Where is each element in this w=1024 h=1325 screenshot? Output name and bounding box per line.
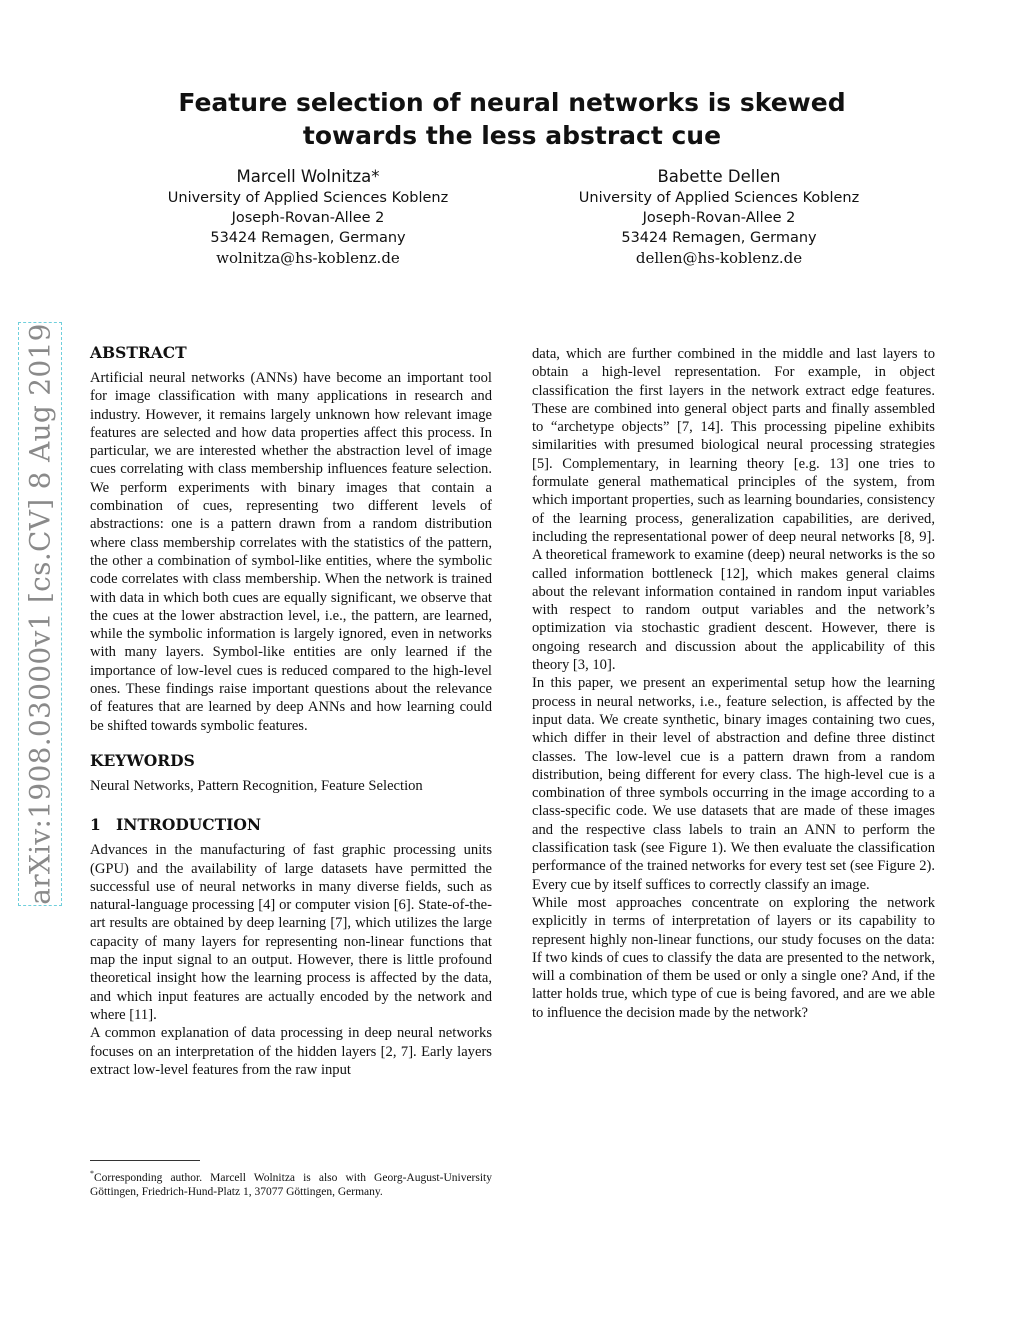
footnote: [90, 1167, 492, 1199]
title-line-2: towards the less abstract cue: [302, 121, 722, 150]
paper-title: [120, 86, 904, 152]
author-email: wolnitza@hs-koblenz.de: [216, 249, 400, 267]
author-affiliation: University of Applied Sciences Koblenz: [578, 190, 860, 206]
arxiv-stamp: arXiv:1908.03000v1 [cs.CV] 8 Aug 2019: [23, 323, 57, 905]
author-block-2: [539, 166, 899, 268]
author-email: dellen@hs-koblenz.de: [635, 249, 803, 267]
intro-paragraph-4: In this paper, we present an experimental setup how the learning process in neural networks, i.e., feature selection, is affected by the input data. We create synthetic, binary images containing two cues, which differ in their level of abstraction and define three distinct classes. The low-level cue is a pattern drawn from a random distribution, being different for every class. The high-level cue is a combination of three symbols occurring in the image according to a class-specific code. We use datasets that are made of these images and the respective class labels to train an ANN to perform the classification task (see Figure 1). We then evaluate the classification performance of the trained networks for every test set (see Figure 2). Every cue by itself suffices to correctly classify an image.: [532, 675, 935, 893]
author-name: Marcell Wolnitza*: [236, 167, 380, 186]
author-block-1: [128, 166, 488, 268]
intro-paragraph-5: While most approaches concentrate on exploring the network explicitly in terms of interpretation of layers or its capability to represent highly non-linear functions, our study focuses on the data: If two kinds of cues to classify the data are presented to the network, will a combination of them be used or only a single one? And, if the latter holds true, which type of cue is being favored, and are we able to influence the decision made by the network?: [532, 894, 935, 1021]
intro-paragraph-2: A common explanation of data processing in deep neural networks focuses on an interpretation of the hidden layers [2, 7]. Early layers extract low-level features from the raw input: [90, 1025, 492, 1078]
author-city: 53424 Remagen, Germany: [621, 230, 817, 246]
author-city: 53424 Remagen, Germany: [210, 230, 406, 246]
keywords-text: Neural Networks, Pattern Recognition, Feature Selection: [90, 777, 423, 794]
right-column: [532, 345, 935, 1022]
left-column: [90, 343, 492, 1079]
intro-paragraph-1: Advances in the manufacturing of fast graphic processing units (GPU) and the availability of large datasets have permitted the successful use of neural networks in many diverse fields, such as natural-language processing [4] or computer vision [6]. State-of-the-art results are obtained by deep learning [7], which utilizes the large capacity of many layers for representing non-linear functions that map the input signal to an output. However, there is little profound theoretical insight how the learning process is affected by the data, and which input features are actually encoded by the network and where [11].: [90, 842, 492, 1023]
title-line-1: Feature selection of neural networks is skewed: [178, 88, 846, 117]
introduction-heading: [90, 815, 492, 835]
keywords-heading: KEYWORDS: [90, 750, 195, 770]
intro-paragraph-3: data, which are further combined in the middle and last layers to obtain a high-level representation. For example, in object classification the first layers in the network extract edge features. These are combined into general object parts and finally assembled to “archetype objects” [7, 14]. This processing pipeline exhibits similarities with presumed biological neural processing strategies [5]. Complementary, in learning theory [e.g. 13] one tries to formulate general mathematical principles of the system, from which important properties, such as learning boundaries, consistency of the learning process, generalization capabilities, are derived, including the representational power of deep neural networks [8, 9]. A theoretical framework to examine (deep) neural networks is the so called information bottleneck [12], which makes general claims about the relevant information contained in random input variables with respect to random output variables and the network’s optimization via stochastic gradient descent. However, there is ongoing research and discussion about the applicability of this theory [3, 10].: [532, 346, 935, 674]
footnote-mark: *: [90, 1169, 94, 1178]
author-street: Joseph-Rovan-Allee 2: [231, 210, 385, 226]
author-affiliation: University of Applied Sciences Koblenz: [167, 190, 449, 206]
author-street: Joseph-Rovan-Allee 2: [642, 210, 796, 226]
abstract-heading: ABSTRACT: [90, 343, 187, 362]
abstract-text: Artificial neural networks (ANNs) have become an important tool for image classification with many applications in research and industry. However, it remains largely unknown how relevant image features are selected and how data properties affect this process. In particular, we are interested whether the abstraction level of image cues correlating with class membership influences feature selection. We perform experiments with binary images that contain a combination of cues, representing two different levels of abstractions: one is a pattern drawn from a random distribution where class membership correlates with the statistics of the pattern, the other a combination of symbol-like entities, where the symbolic code correlates with class membership. When the network is trained with data in which both cues are equally significant, we observe that the cues at the lower abstraction level, i.e., the pattern, are learned, while the symbolic information is largely ignored, even in networks with many layers. Symbol-like entities are only learned if the importance of low-level cues is reduced compared to the high-level ones. These findings raise important questions about the relevance of features that are learned by deep ANNs and how learning could be shifted towards symbolic features.: [90, 370, 492, 734]
section-title: INTRODUCTION: [116, 815, 262, 835]
author-name: Babette Dellen: [657, 167, 781, 186]
footnote-text: Corresponding author. Marcell Wolnitza is also with Georg-August-University Göttingen, Friedrich-Hund-Platz 1, 37077 Göttingen, Germany.: [90, 1171, 492, 1198]
footnote-rule: [90, 1160, 200, 1161]
section-number: 1: [90, 815, 101, 835]
